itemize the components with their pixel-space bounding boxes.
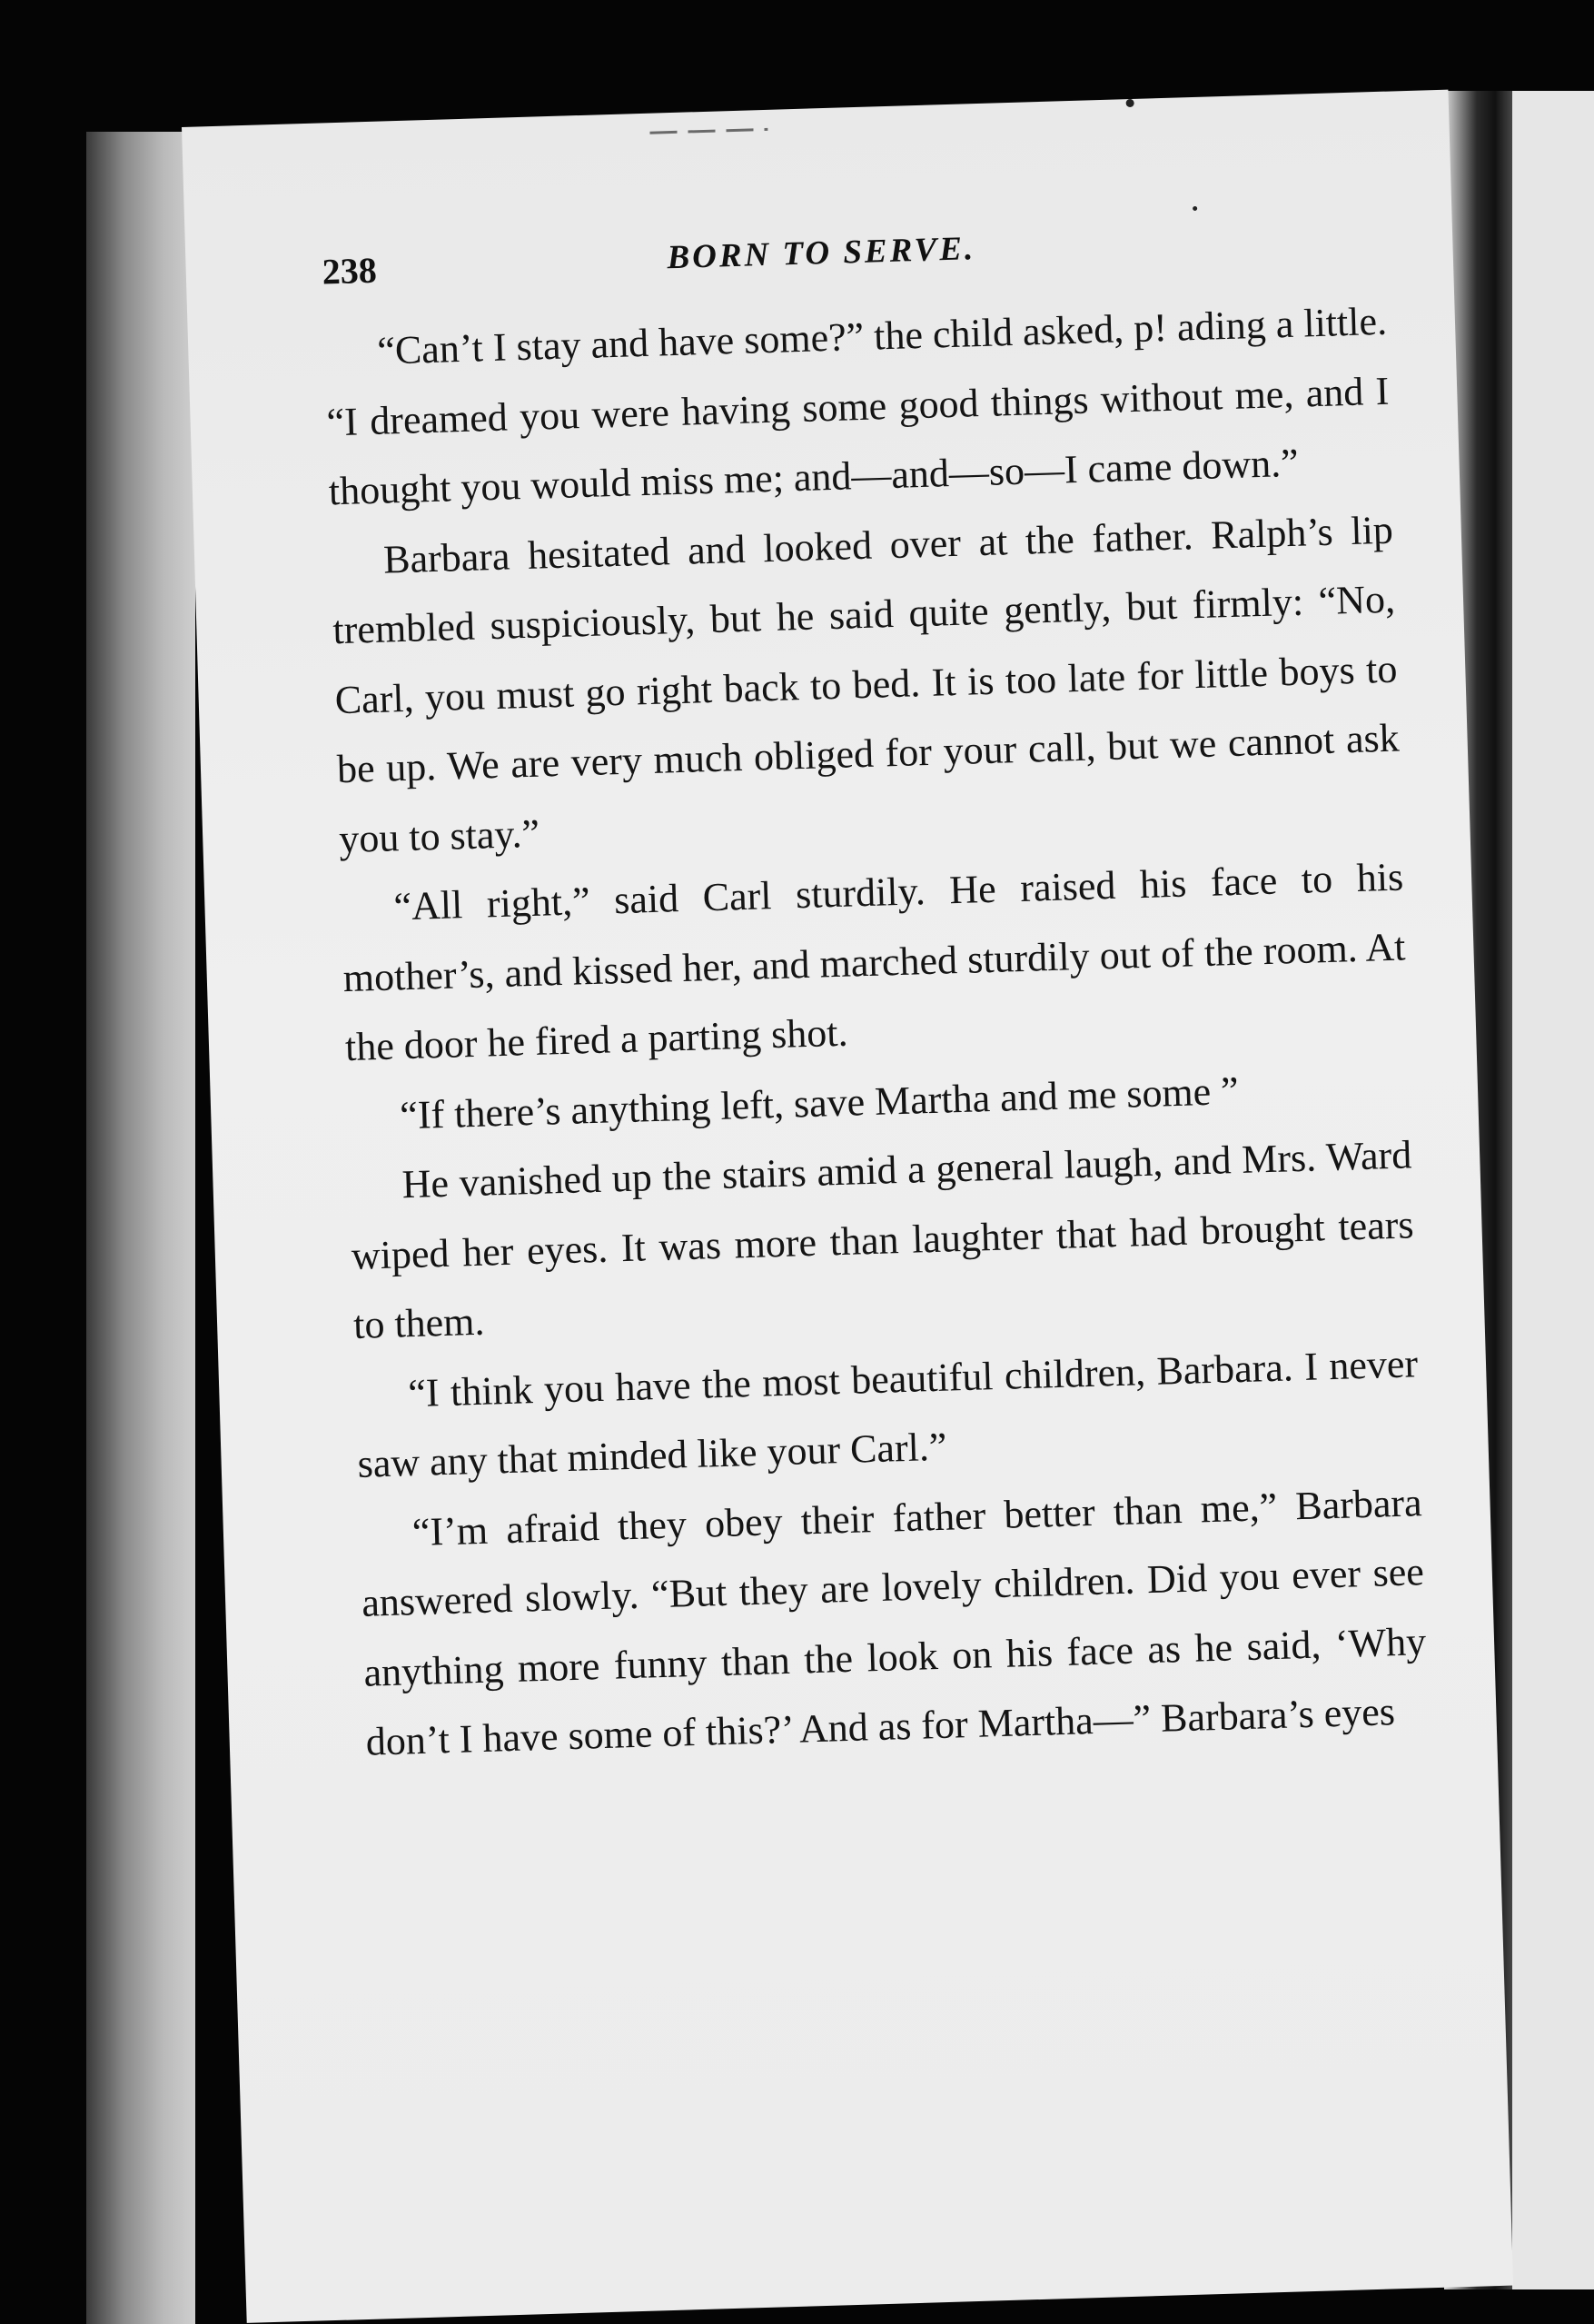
scan-speck	[1193, 206, 1197, 211]
paragraph: He vanished up the stairs amid a general laugh, and Mrs. Ward wiped her eyes. It was more than laughter that had brought tears to them.	[351, 1132, 1415, 1347]
body-text	[323, 287, 1429, 1778]
paragraph: “All right,” said Carl sturdily. He raised his face to his mother’s, and kissed her, and marched sturdily out of the room. At the door he fired a parting shot.	[342, 854, 1407, 1070]
paragraph: “If there’s anything left, save Martha and me some ”	[399, 1068, 1240, 1137]
paragraph: “Can’t I stay and have some?” the child asked, p! ading a little. “I dreamed you were having some good things without me, and I thought you would miss me; and—and—so—I came down.”	[325, 298, 1390, 514]
facing-page	[1512, 91, 1594, 2289]
running-head: BORN TO SERVE.	[666, 230, 976, 277]
book-page	[182, 90, 1513, 2323]
paragraph: “I think you have the most beautiful children, Barbara. I never saw any that minded like your Carl.”	[357, 1340, 1419, 1486]
scan-speck	[1126, 99, 1134, 107]
paragraph: Barbara hesitated and looked over at the father. Ralph’s lip trembled suspiciously, but he said quite gently, but firmly: “No, Carl, you must go right back to bed. It is too late for little boys to be up. We are very much obliged for your call, but we cannot ask you to stay.”	[332, 507, 1401, 861]
page-edge	[86, 132, 195, 2324]
page-number: 238	[322, 249, 378, 293]
header-rule	[649, 128, 767, 134]
paragraph: “I’m afraid they obey their father better than me,” Barbara answered slowly. “But they are lovely children. Did you ever see anything more funny than the look on his face as he said, ‘Why don’t I have some of this?’ And as for Martha—” Barbara’s eyes	[361, 1479, 1427, 1764]
